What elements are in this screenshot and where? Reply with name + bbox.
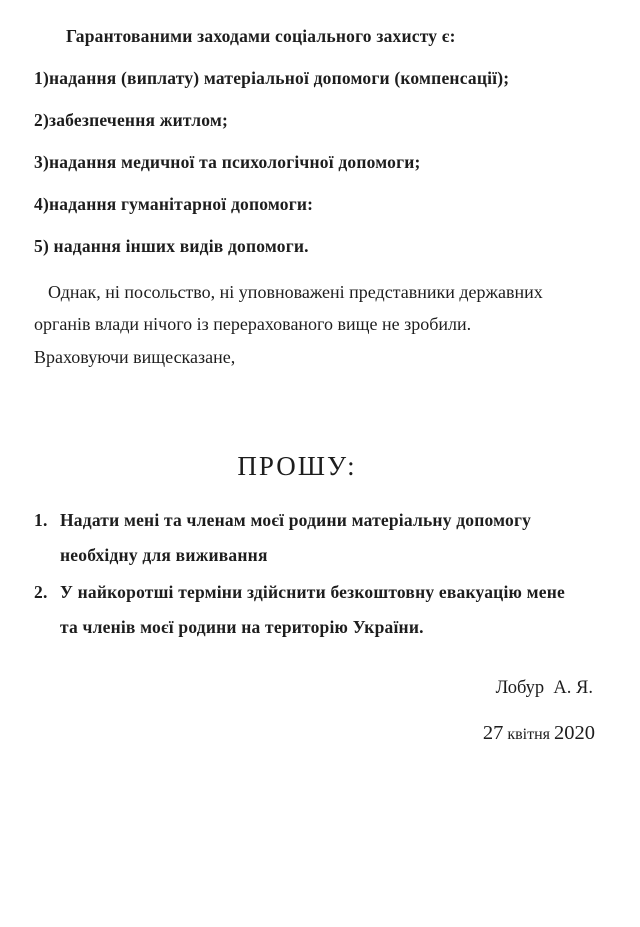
request-heading: ПРОШУ: xyxy=(237,451,357,481)
request-item-1-number: 1. xyxy=(34,510,48,530)
date-year: 2020 xyxy=(554,722,595,744)
document-date xyxy=(34,721,600,747)
paragraph-remark: Однак, ні посольство, ні уповноважені представники державних органів влади нічого із перерахованого вище не зробили. xyxy=(34,282,543,334)
guarantee-item-4: 4)надання гуманітарної допомоги: xyxy=(34,194,314,214)
date-day: 27 xyxy=(482,722,504,744)
request-item-1-text: Надати мені та членам моєї родини матеріальну допомогу необхідну для виживання xyxy=(60,510,532,565)
guarantee-item-1: 1)надання (виплату) матеріальної допомоги (компенсації); xyxy=(34,68,510,88)
guarantee-item-5: 5) надання інших видів допомоги. xyxy=(34,236,309,256)
intro-line: Гарантованими заходами соціального захисту є: xyxy=(66,26,456,46)
guarantee-item-3: 3)надання медичної та психологічної допомоги; xyxy=(34,152,421,172)
paragraph-considering: Враховуючи вищесказане, xyxy=(34,347,236,367)
request-item-2-text: У найкоротші терміни здійснити безкоштовну евакуацію мене та членів моєї родини на територію України. xyxy=(60,582,565,637)
request-list xyxy=(34,503,600,645)
request-item-2-number: 2. xyxy=(34,582,48,602)
request-item-1 xyxy=(34,503,600,573)
signature-name: Лобур А. Я. xyxy=(495,678,593,698)
guarantee-item-2: 2)забезпечення житлом; xyxy=(34,110,229,130)
request-item-2 xyxy=(34,575,600,645)
date-month: квітня xyxy=(503,726,554,743)
